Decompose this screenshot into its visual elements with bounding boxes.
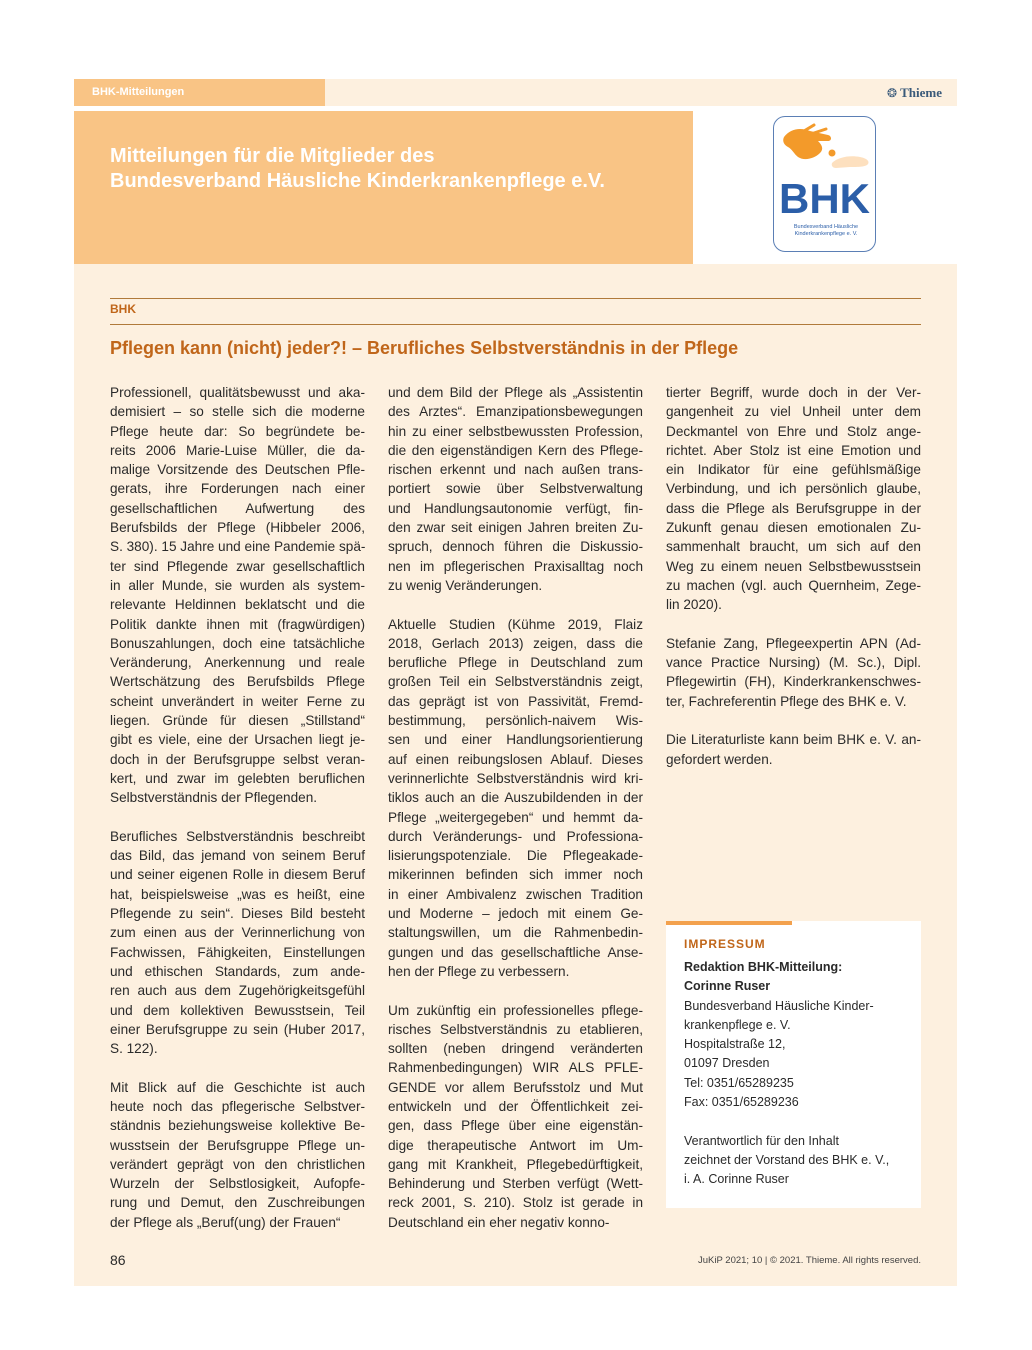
logo-subtitle bbox=[782, 224, 870, 238]
article-line: ein Indikator für eine gefühlsmäßige bbox=[666, 462, 921, 478]
article-line: der Pflege als „Beruf(ung) der Frauen“ bbox=[110, 1214, 341, 1230]
article-column-1 bbox=[110, 383, 365, 1251]
article-line: Deutschland ein eher negativ konno- bbox=[388, 1214, 610, 1230]
article-line: zu wenig Veränderungen. bbox=[388, 577, 543, 593]
article-line: das geprägt ist von Passivität, Fremd- bbox=[388, 693, 643, 709]
article-line: entwickeln und der Öffentlichkeit zei- bbox=[388, 1098, 643, 1114]
article-line: großen Teil ein Selbstverständnis zeigt, bbox=[388, 674, 643, 690]
thieme-logo-icon: ❂ bbox=[887, 86, 898, 100]
article-line: verändert geprägt von den christlichen bbox=[110, 1156, 365, 1172]
footer-reference: JuKiP 2021; 10 | © 2021. Thieme. All rights reserved. bbox=[698, 1255, 921, 1266]
article-paragraph bbox=[110, 827, 365, 1059]
impressum-responsible-line: Verantwortlich für den Inhalt bbox=[684, 1133, 839, 1148]
article-line: rung und Demut, den Zuschreibungen bbox=[110, 1195, 365, 1211]
article-line: den zwar seit einigen Jahren breiten Zu- bbox=[388, 520, 643, 536]
article-paragraph bbox=[110, 1078, 365, 1232]
publisher-name: Thieme bbox=[900, 85, 942, 100]
article-line: mikerinnen befinden sich immer noch bbox=[388, 867, 643, 883]
article-line: des Arztes“. Emanzipationsbewegungen bbox=[388, 404, 643, 420]
impressum-accent-bar bbox=[666, 921, 792, 925]
article-column-3 bbox=[666, 383, 921, 788]
article-line: Verbindung, und ich persönlich glaube, bbox=[666, 481, 921, 497]
article-line: risches Selbstverständnis zu etablieren, bbox=[388, 1021, 643, 1037]
article-line: einer Berufsgruppe zu sein (Huber 2017, bbox=[110, 1021, 365, 1037]
article-line: gungen und das gesellschaftliche Anse- bbox=[388, 944, 643, 960]
article-line: Weg zu einem neuen Selbstbewusstsein bbox=[666, 558, 921, 574]
banner-title bbox=[110, 144, 680, 194]
article-line: kert, und zwar im gelebten beruflichen bbox=[110, 770, 365, 786]
article-line: Professionell, qualitätsbewusst und aka- bbox=[110, 385, 365, 400]
logo-area bbox=[693, 111, 957, 264]
article-line: sammenhalt braucht, um sich auf den bbox=[666, 539, 921, 555]
article-line: das Bild, das jemand von seinem Beruf bbox=[110, 848, 365, 864]
article-line: Bonuszahlungen, doch eine tatsächliche bbox=[110, 635, 365, 651]
article-line: zum einen aus der Verinnerlichung von bbox=[110, 925, 365, 941]
article-column-2 bbox=[388, 383, 643, 1251]
article-line: relevante Heldinnen beklatscht und die bbox=[110, 597, 365, 613]
article-line: Berufliches Selbstverständnis beschreibt bbox=[110, 828, 365, 844]
article-line: Aktuelle Studien (Kühme 2019, Flaiz bbox=[388, 616, 643, 632]
article-line: Mit Blick auf die Geschichte ist auch bbox=[110, 1079, 365, 1095]
article-line: Veränderung, Anerkennung und reale bbox=[110, 655, 365, 671]
impressum-responsible-line: i. A. Corinne Ruser bbox=[684, 1172, 789, 1187]
logo-subtitle-line-1: Bundesverband Häusliche bbox=[793, 224, 859, 230]
impressum-address-line: Bundesverband Häusliche Kinder- bbox=[684, 998, 874, 1013]
article-line: tiklos auch an die Auszubildenden in der bbox=[388, 790, 643, 806]
impressum-box bbox=[666, 921, 921, 1208]
article-line: zu machen (vgl. auch Quernheim, Zege- bbox=[666, 577, 921, 593]
article-line: scheint unverändert in weiter Ferne zu bbox=[110, 693, 365, 709]
banner-title-line-2: Bundesverband Häusliche Kinderkrankenpflege e.V. bbox=[110, 170, 605, 192]
section-tab: BHK-Mitteilungen bbox=[74, 79, 325, 106]
article-line: Selbstverständnis der Pflegenden. bbox=[110, 790, 318, 806]
article-line: Stefanie Zang, Pflegeexpertin APN (Ad- bbox=[666, 635, 921, 651]
article-line: malige Vorsitzende des Deutschen Pfle- bbox=[110, 462, 365, 478]
article-line: demisiert – so stelle sich die moderne bbox=[110, 404, 365, 420]
bhk-hands-logo-icon bbox=[774, 117, 877, 177]
article-line: vance Practice Nursing) (M. Sc.), Dipl. bbox=[666, 655, 921, 671]
impressum-address-line: 01097 Dresden bbox=[684, 1056, 770, 1071]
article-line: sen und einer Handlungsorientierung bbox=[388, 732, 643, 748]
impressum-editor-line: Corinne Ruser bbox=[684, 979, 771, 994]
article-line: gen, dass Pflege über eine eigenstän- bbox=[388, 1118, 643, 1134]
article-line: liegen. Gründe für diesen „Stillstand“ bbox=[110, 713, 365, 729]
article-line: Politik dankte ihnen mit (fragwürdigen) bbox=[110, 616, 365, 632]
impressum-address-line: krankenpflege e. V. bbox=[684, 1017, 791, 1032]
article-paragraph bbox=[110, 383, 365, 808]
article-line: Die Literaturliste kann beim BHK e. V. an- bbox=[666, 732, 921, 748]
title-banner bbox=[74, 111, 693, 264]
article-line: und Handlungsautonomie verfügt, fin- bbox=[388, 500, 643, 516]
article-line: Berufsbilds der Pflege (Hibbeler 2006, bbox=[110, 520, 365, 536]
article-line: gangenheit zu viel Unheil unter dem bbox=[666, 404, 921, 420]
impressum-spacer bbox=[684, 1112, 914, 1131]
article-line: in aller Munde, sie wurden als system- bbox=[110, 577, 365, 593]
article-line: S. 380). 15 Jahre und eine Pandemie spä- bbox=[110, 539, 366, 555]
article-line: hen der Pflege zu verbessern. bbox=[388, 963, 570, 979]
publisher-logo bbox=[887, 79, 942, 106]
article-line: ter, Fachreferentin Pflege des BHK e. V. bbox=[666, 693, 907, 709]
article-line: staltungswillen, um die Rahmenbedin- bbox=[388, 925, 643, 941]
impressum-address-line: Fax: 0351/65289236 bbox=[684, 1095, 799, 1110]
article-line: Um zukünftig ein professionelles pflege- bbox=[388, 1002, 643, 1018]
article-paragraph bbox=[666, 730, 921, 769]
article-line: doch in der Berufsgruppe selbst veran- bbox=[110, 751, 365, 767]
article-line: verinnerlichte Selbstverständnis wird kri- bbox=[388, 770, 643, 786]
impressum-responsible-line: zeichnet der Vorstand des BHK e. V., bbox=[684, 1152, 890, 1167]
article-line: und seiner eigenen Rolle in diesem Beruf bbox=[110, 867, 365, 883]
article-line: reits 2006 Marie-Luise Müller, die da- bbox=[110, 442, 365, 458]
article-line: durch Veränderungs- und Professiona- bbox=[388, 828, 643, 844]
article-line: GENDE vor allem Berufsstolz und Mut bbox=[388, 1079, 643, 1095]
article-line: Deckmantel von Ehre und Stolz ange- bbox=[666, 423, 921, 439]
article-line: nen im pflegerischen Praxisalltag noch bbox=[388, 558, 643, 574]
article-line: tierter Begriff, wurde doch in der Ver- bbox=[666, 385, 921, 400]
article-line: ter sind Pflegende zwar gesellschaftlich bbox=[110, 558, 365, 574]
article-line: und dem kollektiven Bewusstsein, Teil bbox=[110, 1002, 365, 1018]
article-line: gesellschaftlichen Aufwertung des bbox=[110, 500, 365, 516]
article-line: sollten (neben dringend veränderten bbox=[388, 1041, 643, 1057]
page-number: 86 bbox=[110, 1252, 126, 1268]
article-line: gang mit Krankheit, Pflegebedürftigkeit, bbox=[388, 1156, 643, 1172]
impressum-address-line: Hospitalstraße 12, bbox=[684, 1037, 786, 1052]
article-line: berufliche Pflege in Deutschland zum bbox=[388, 655, 643, 671]
article-line: hin zu einer selbstbewussten Profession, bbox=[388, 423, 643, 439]
impressum-editor-line: Redaktion BHK-Mitteilung: bbox=[684, 960, 843, 974]
article-line: Pflege heute dar: So begründete be- bbox=[110, 423, 365, 439]
article-line: dass die Pflege als Berufsgruppe in der bbox=[666, 500, 921, 516]
article-paragraph bbox=[388, 615, 643, 982]
article-line: wusstsein der Berufsgruppe Pflege un- bbox=[110, 1137, 365, 1153]
article-line: Pflegende zu sein“. Dieses Bild besteht bbox=[110, 906, 365, 922]
article-line: richtet. Aber Stolz ist eine Emotion und bbox=[666, 442, 921, 458]
article-line: Pflege „weitergegeben“ und hemmt da- bbox=[388, 809, 643, 825]
article-line: Wurzeln der Selbstlosigkeit, Aufopfe- bbox=[110, 1176, 365, 1192]
article-line: die den eigenständigen Kern des Pflege- bbox=[388, 442, 643, 458]
article-line: Pflegewirtin (FH), Kinderkrankenschwes- bbox=[666, 674, 921, 690]
article-line: ständnis beziehungsweise kollektive Be- bbox=[110, 1118, 365, 1134]
logo-letters: BHK bbox=[779, 175, 870, 222]
article-line: auf einen reibungslosen Ablauf. Dieses bbox=[388, 751, 643, 767]
section-label: BHK bbox=[110, 302, 136, 316]
article-line: reck 2001, S. 210). Stolz ist gerade in bbox=[388, 1195, 643, 1211]
article-line: Wertschätzung des Berufsbilds Pflege bbox=[110, 674, 365, 690]
impressum-title: IMPRESSUM bbox=[684, 937, 766, 951]
article-line: lin 2020). bbox=[666, 597, 722, 613]
article-line: hat, beispielsweise „was es heißt, eine bbox=[110, 886, 365, 902]
article-line: gerats, ihre Forderungen nach einer bbox=[110, 481, 365, 497]
article-line: Fachwissen, Fähigkeiten, Einstellungen bbox=[110, 944, 365, 960]
article-line: lisierungspotenziale. Die Pflegeakade- bbox=[388, 848, 643, 864]
bhk-logo bbox=[773, 116, 876, 252]
article-line: gefordert werden. bbox=[666, 751, 773, 767]
article-paragraph bbox=[388, 383, 643, 595]
article-title: Pflegen kann (nicht) jeder?! – Berufliches Selbstverständnis in der Pflege bbox=[110, 338, 739, 358]
article-line: S. 122). bbox=[110, 1041, 158, 1057]
impressum-body bbox=[684, 958, 914, 1190]
article-line: bestimmung, persönlich-naivem Wis- bbox=[388, 713, 643, 729]
article-line: und ethischen Standards, zum ande- bbox=[110, 963, 365, 979]
impressum-address-line: Tel: 0351/65289235 bbox=[684, 1075, 794, 1090]
article-line: dige therapeutische Antwort im Um- bbox=[388, 1137, 643, 1153]
article-line: Rahmenbedingungen) WIR ALS PFLE- bbox=[388, 1060, 643, 1076]
logo-subtitle-line-2: Kinderkrankenpflege e. V. bbox=[794, 231, 858, 237]
banner-title-line-1: Mitteilungen für die Mitglieder des bbox=[110, 145, 435, 167]
article-line: Behinderung und Sterben verfügt (Wett- bbox=[388, 1176, 643, 1192]
article-line: portiert sowie über Selbstverwaltung bbox=[388, 481, 643, 497]
section-rule-bottom bbox=[110, 324, 921, 325]
article-line: in einer Ambivalenz zwischen Tradition bbox=[388, 886, 643, 902]
article-line: und dem Bild der Pflege als „Assistentin bbox=[388, 385, 643, 400]
article-line: gibt es viele, eine der Ursachen liegt je- bbox=[110, 732, 365, 748]
article-line: 2018, Gerlach 2013) zeigen, dass die bbox=[388, 635, 643, 651]
article-line: und Moderne – jedoch mit einem Ge- bbox=[388, 906, 643, 922]
article-line: rischen erkennt und nach außen trans- bbox=[388, 462, 643, 478]
article-paragraph bbox=[388, 1001, 643, 1233]
section-rule-top bbox=[110, 298, 921, 299]
article-line: spruch, dennoch führen die Diskussio- bbox=[388, 539, 643, 555]
article-paragraph bbox=[666, 383, 921, 615]
article-line: Zukunft genau diesen emotionalen Zu- bbox=[666, 520, 921, 536]
article-line: heute noch das pflegerische Selbstver- bbox=[110, 1098, 365, 1114]
article-line: ren auch aus dem Zugehörigkeitsgefühl bbox=[110, 983, 365, 999]
article-paragraph bbox=[666, 634, 921, 711]
